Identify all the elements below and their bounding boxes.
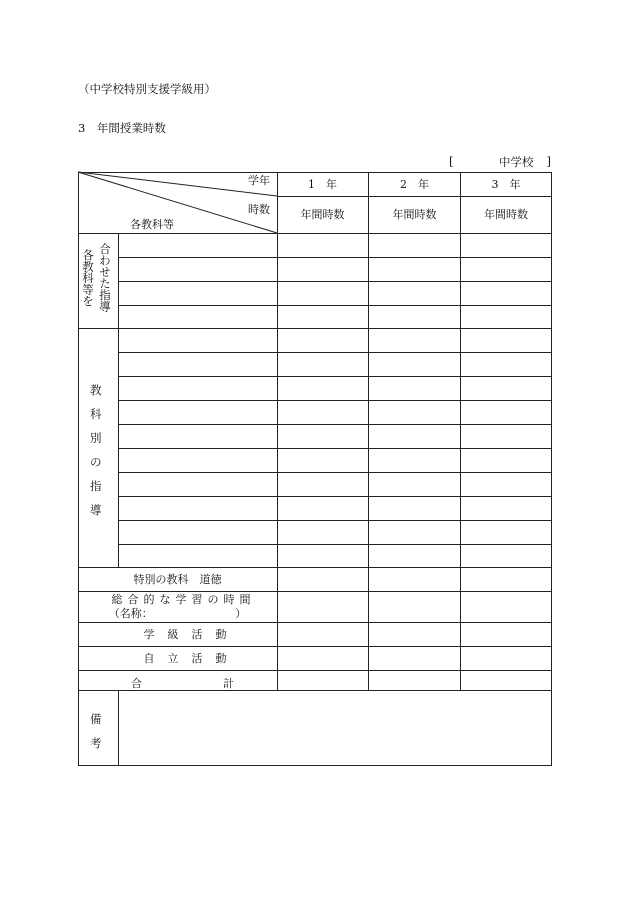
- moral-education-label: 特別の教科 道徳: [133, 573, 222, 586]
- bracket-right: ]: [546, 154, 551, 168]
- subject-group-char-3: 別: [90, 431, 102, 445]
- header-grade-label: 学年: [248, 174, 270, 187]
- header-subject-label: 各教科等: [130, 218, 174, 231]
- subject-group-char-4: の: [90, 455, 102, 469]
- remarks-char-2: 考: [90, 736, 102, 750]
- class-activities-label: 学級活動: [143, 628, 240, 641]
- bracket-left: [: [449, 154, 454, 168]
- grade-2-header: 2 年: [400, 178, 429, 191]
- remarks-field[interactable]: [119, 691, 551, 765]
- grade-3-hours-heading: 年間時数: [484, 208, 528, 221]
- total-label-left: 合: [131, 677, 142, 690]
- entry-area-summary[interactable]: [278, 568, 551, 690]
- integrated-study-name-field: （名称： ）: [108, 607, 247, 620]
- subject-group-char-6: 導: [90, 503, 102, 517]
- remarks-char-1: 備: [90, 712, 102, 726]
- subject-group-char-5: 指: [90, 479, 102, 493]
- grade-1-header: 1 年: [308, 178, 337, 191]
- integrated-study-label: 総合的な学習の時間: [111, 593, 256, 606]
- document-heading: （中学校特別支援学級用）: [78, 82, 216, 96]
- entry-area-combined[interactable]: [118, 233, 551, 328]
- combined-group-label-line2: 各教科等を: [81, 249, 95, 307]
- header-hours-label: 時数: [248, 203, 270, 216]
- subject-group-char-1: 教: [90, 383, 102, 397]
- school-name-text: 中学校: [499, 155, 534, 169]
- combined-group-label-line1: 合わせた指導: [98, 243, 112, 312]
- entry-area-subjects[interactable]: [118, 329, 551, 567]
- total-label-right: 計: [223, 677, 234, 690]
- grade-1-hours-heading: 年間時数: [300, 208, 345, 221]
- grade-3-header: 3 年: [491, 178, 521, 191]
- grade-2-hours-heading: 年間時数: [392, 208, 437, 221]
- section-title: 3 年間授業時数: [78, 121, 166, 135]
- subject-group-char-2: 科: [90, 407, 102, 421]
- independent-activities-label: 自立活動: [143, 652, 240, 665]
